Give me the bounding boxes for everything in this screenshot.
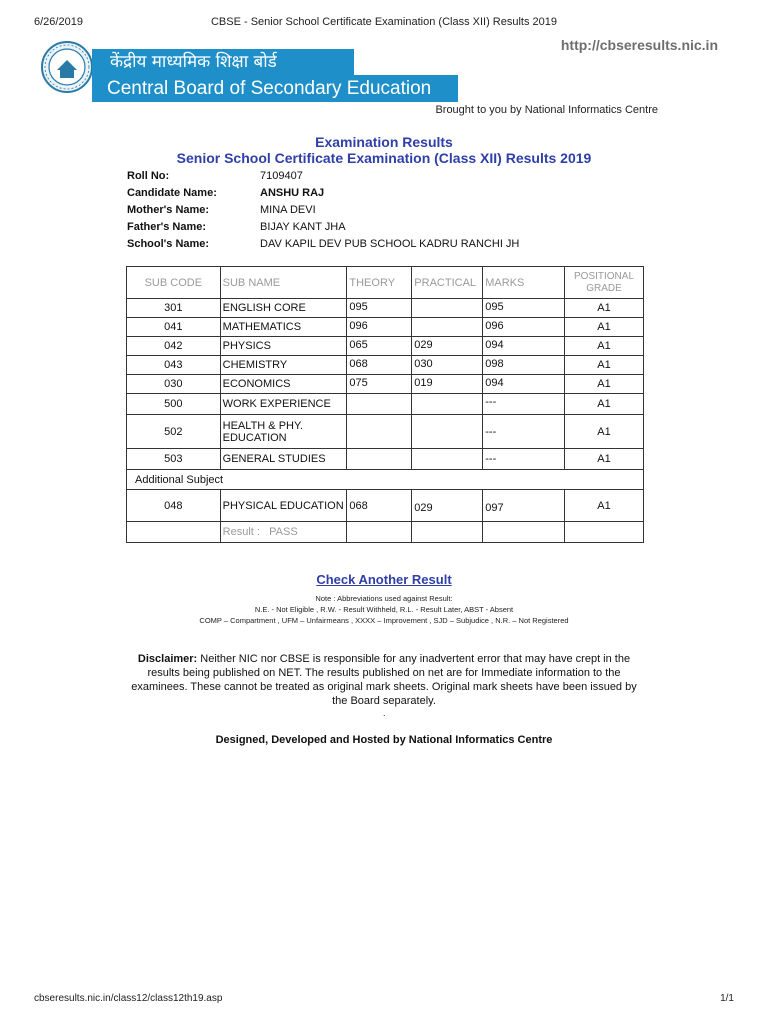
table-row	[127, 415, 644, 449]
total-marks: ---	[483, 449, 565, 470]
sub-code: 048	[127, 490, 221, 522]
grade: A1	[565, 318, 644, 337]
sub-name: HEALTH & PHY. EDUCATION	[220, 415, 347, 449]
candidate-name-value: ANSHU RAJ	[260, 187, 325, 199]
col-header-sub-name: SUB NAME	[220, 267, 347, 299]
col-header-sub-code: SUB CODE	[127, 267, 221, 299]
grade: A1	[565, 490, 644, 522]
practical-marks: 029	[412, 490, 483, 522]
total-marks: ---	[483, 415, 565, 449]
theory-marks: 095	[347, 299, 412, 318]
roll-value: 7109407	[260, 170, 303, 182]
grade: A1	[565, 337, 644, 356]
print-page-number: 1/1	[720, 993, 734, 1004]
col-header-marks: MARKS	[483, 267, 565, 299]
designed-by-text: Designed, Developed and Hosted by National Informatics Centre	[215, 734, 553, 746]
theory-marks	[347, 449, 412, 470]
separator-dot: .	[383, 708, 386, 718]
site-url-link[interactable]: http://cbseresults.nic.in	[560, 37, 718, 53]
total-marks: 098	[483, 356, 565, 375]
disclaimer	[126, 652, 642, 708]
mother-name-label: Mother's Name:	[127, 204, 210, 216]
sub-code: 042	[127, 337, 221, 356]
print-date: 6/26/2019	[34, 16, 83, 28]
total-marks: 096	[483, 318, 565, 337]
theory-marks: 075	[347, 375, 412, 394]
additional-subject-label: Additional Subject	[127, 470, 644, 490]
table-row	[127, 318, 644, 337]
theory-marks: 068	[347, 356, 412, 375]
table-row	[127, 356, 644, 375]
sub-name: PHYSICS	[220, 337, 347, 356]
result-blank-cell	[483, 522, 565, 543]
father-name-value: BIJAY KANT JHA	[260, 221, 346, 233]
practical-marks	[412, 394, 483, 415]
candidate-name-label: Candidate Name:	[127, 187, 217, 199]
print-title: CBSE - Senior School Certificate Examination (Class XII) Results 2019	[210, 16, 558, 28]
page-subtitle: Senior School Certificate Examination (Class XII) Results 2019	[176, 150, 592, 166]
sub-code: 301	[127, 299, 221, 318]
grade: A1	[565, 449, 644, 470]
practical-marks: 030	[412, 356, 483, 375]
col-header-theory: THEORY	[347, 267, 412, 299]
result-value: PASS	[269, 526, 298, 538]
result-blank-cell	[412, 522, 483, 543]
practical-marks: 019	[412, 375, 483, 394]
disclaimer-text: Neither NIC nor CBSE is responsible for any inadvertent error that may have crept in the results being published on NET. The results published on net are for Immediate information to the examinees. These cannot be treated as original mark sheets. Original mark sheets have been issued by the Board separately.	[131, 653, 637, 707]
grade: A1	[565, 415, 644, 449]
mother-name-value: MINA DEVI	[260, 204, 316, 216]
result-blank-cell	[565, 522, 644, 543]
grade: A1	[565, 394, 644, 415]
disclaimer-label: Disclaimer:	[137, 653, 198, 665]
table-row	[127, 449, 644, 470]
page-title: Examination Results	[315, 134, 453, 150]
result-label: Result : PASS	[220, 522, 347, 543]
grade: A1	[565, 375, 644, 394]
note-abbrev-1: N.E. - Not Eligible , R.W. - Result Withheld, R.L. - Result Later, ABST - Absent	[254, 605, 514, 614]
practical-marks	[412, 449, 483, 470]
table-row	[127, 375, 644, 394]
father-name-label: Father's Name:	[127, 221, 207, 233]
theory-marks: 096	[347, 318, 412, 337]
brought-by-text: Brought to you by National Informatics Centre	[435, 104, 658, 116]
theory-marks	[347, 394, 412, 415]
table-row	[127, 394, 644, 415]
grade: A1	[565, 299, 644, 318]
total-marks: 094	[483, 375, 565, 394]
sub-code: 030	[127, 375, 221, 394]
sub-code: 500	[127, 394, 221, 415]
check-another-result-link[interactable]: Check Another Result	[316, 572, 452, 587]
practical-marks: 029	[412, 337, 483, 356]
total-marks: 095	[483, 299, 565, 318]
sub-code: 041	[127, 318, 221, 337]
sub-name: PHYSICAL EDUCATION	[220, 490, 347, 522]
hindi-banner: केंद्रीय माध्यमिक शिक्षा बोर्ड	[92, 49, 354, 75]
sub-name: CHEMISTRY	[220, 356, 347, 375]
result-blank-cell	[127, 522, 221, 543]
practical-marks	[412, 318, 483, 337]
sub-name: ENGLISH CORE	[220, 299, 347, 318]
english-banner: Central Board of Secondary Education	[92, 75, 458, 102]
roll-label: Roll No:	[127, 170, 170, 182]
result-blank-cell	[347, 522, 412, 543]
school-name-label: School's Name:	[127, 238, 210, 250]
sub-code: 503	[127, 449, 221, 470]
total-marks: 094	[483, 337, 565, 356]
total-marks: ---	[483, 394, 565, 415]
cbse-logo-icon	[40, 40, 94, 94]
practical-marks	[412, 415, 483, 449]
sub-name: MATHEMATICS	[220, 318, 347, 337]
theory-marks: 068	[347, 490, 412, 522]
col-header-practical: PRACTICAL	[412, 267, 483, 299]
sub-code: 502	[127, 415, 221, 449]
theory-marks: 065	[347, 337, 412, 356]
note-title: Note : Abbreviations used against Result:	[315, 594, 453, 603]
table-row	[127, 490, 644, 522]
sub-name: GENERAL STUDIES	[220, 449, 347, 470]
print-footer-url: cbseresults.nic.in/class12/class12th19.asp	[34, 993, 223, 1004]
table-row	[127, 299, 644, 318]
theory-marks	[347, 415, 412, 449]
school-name-value: DAV KAPIL DEV PUB SCHOOL KADRU RANCHI JH	[260, 238, 520, 250]
col-header-grade: POSITIONAL GRADE	[565, 267, 644, 299]
sub-name: WORK EXPERIENCE	[220, 394, 347, 415]
total-marks: 097	[483, 490, 565, 522]
note-abbrev-2: COMP – Compartment , UFM – Unfairmeans , XXXX – Improvement , SJD – Subjudice , N.R. – Not Registered	[199, 616, 569, 625]
sub-code: 043	[127, 356, 221, 375]
sub-name: ECONOMICS	[220, 375, 347, 394]
table-row	[127, 337, 644, 356]
practical-marks	[412, 299, 483, 318]
marks-table	[126, 266, 644, 543]
grade: A1	[565, 356, 644, 375]
